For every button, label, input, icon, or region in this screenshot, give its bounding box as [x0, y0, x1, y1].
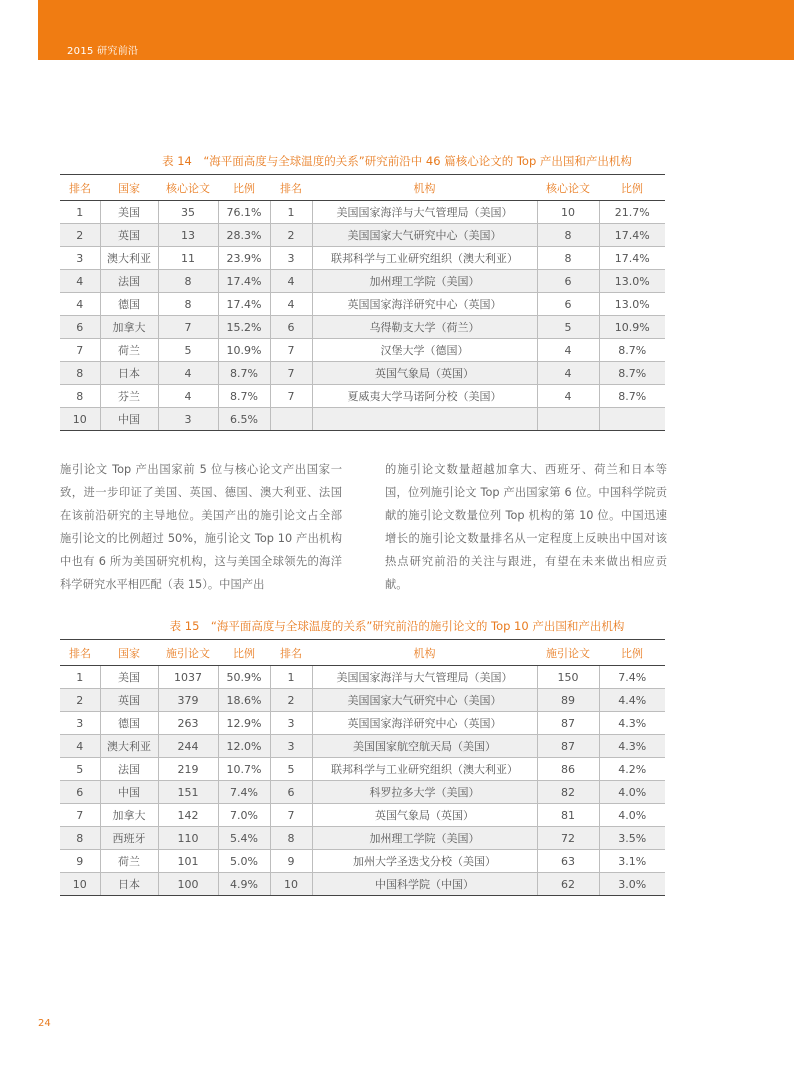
column-header: 国家 — [100, 175, 158, 201]
table-cell: 17.4% — [218, 270, 270, 293]
table-cell: 8.7% — [599, 362, 665, 385]
table-cell — [270, 408, 312, 431]
table-cell: 英国国家海洋研究中心（英国） — [312, 293, 537, 316]
table-cell: 8 — [158, 270, 218, 293]
table-cell: 63 — [537, 850, 599, 873]
column-header: 比例 — [218, 175, 270, 201]
column-header: 国家 — [100, 640, 158, 666]
table-cell: 21.7% — [599, 201, 665, 224]
table-cell: 4 — [537, 339, 599, 362]
table-cell: 1037 — [158, 666, 218, 689]
table-cell: 15.2% — [218, 316, 270, 339]
table-cell: 5 — [158, 339, 218, 362]
table-row — [60, 804, 665, 827]
table-cell: 4.0% — [599, 804, 665, 827]
column-header: 施引论文 — [158, 640, 218, 666]
column-header: 核心论文 — [537, 175, 599, 201]
body-paragraph-left: 施引论文 Top 产出国家前 5 位与核心论文产出国家一致，进一步印证了美国、英国、德国、澳大利亚、法国在该前沿研究的主导地位。美国产出的施引论文占全部施引论文的比例超过 50%，施引论文 Top 10 产出机构中也有 6 所为美国研究机构，这与美国全球领先的海洋科学研究水平相匹配（表 15）。中国产出 — [60, 463, 342, 591]
column-header: 排名 — [270, 175, 312, 201]
table-row — [60, 339, 665, 362]
table-cell: 8.7% — [599, 339, 665, 362]
column-header: 排名 — [60, 640, 100, 666]
table-cell: 科罗拉多大学（美国） — [312, 781, 537, 804]
table-cell: 244 — [158, 735, 218, 758]
column-header: 比例 — [599, 175, 665, 201]
table-row — [60, 735, 665, 758]
body-paragraph-right: 的施引论文数量超越加拿大、西班牙、荷兰和日本等国，位列施引论文 Top 产出国家第 6 位。中国科学院贡献的施引论文数量位列 Top 机构的第 10 位。中国迅速增长的施引论文数量排名从一定程度上反映出中国对该热点研究前沿的关注与跟进，有望在未来做出相应贡献。 — [385, 463, 667, 591]
table-cell: 379 — [158, 689, 218, 712]
table-cell: 英国 — [100, 224, 158, 247]
column-header: 核心论文 — [158, 175, 218, 201]
table-cell: 联邦科学与工业研究组织（澳大利亚） — [312, 758, 537, 781]
table-cell: 87 — [537, 712, 599, 735]
table-cell: 7 — [270, 385, 312, 408]
table-cell: 夏威夷大学马诺阿分校（美国） — [312, 385, 537, 408]
table-cell: 荷兰 — [100, 850, 158, 873]
table-cell: 3.1% — [599, 850, 665, 873]
table-cell: 10.9% — [599, 316, 665, 339]
table-cell: 1 — [270, 201, 312, 224]
table-cell: 13.0% — [599, 293, 665, 316]
table-cell: 3 — [270, 735, 312, 758]
table-cell: 加州大学圣迭戈分校（美国） — [312, 850, 537, 873]
table-cell: 德国 — [100, 712, 158, 735]
table-cell: 美国国家航空航天局（美国） — [312, 735, 537, 758]
table-cell: 8 — [537, 247, 599, 270]
table-cell: 3 — [270, 247, 312, 270]
table-cell: 12.9% — [218, 712, 270, 735]
table-cell: 2 — [270, 689, 312, 712]
table-cell: 4 — [270, 270, 312, 293]
table-cell: 美国国家大气研究中心（美国） — [312, 224, 537, 247]
table-cell: 5 — [60, 758, 100, 781]
table-cell: 17.4% — [599, 247, 665, 270]
column-header: 比例 — [599, 640, 665, 666]
table-row — [60, 758, 665, 781]
table-cell: 澳大利亚 — [100, 247, 158, 270]
table-cell: 法国 — [100, 758, 158, 781]
table-cell: 101 — [158, 850, 218, 873]
table-cell: 德国 — [100, 293, 158, 316]
table-14-header-row — [60, 175, 665, 201]
table-cell: 5 — [270, 758, 312, 781]
table-cell: 4 — [537, 362, 599, 385]
table-cell: 6 — [60, 781, 100, 804]
table-cell: 7.0% — [218, 804, 270, 827]
table-cell: 87 — [537, 735, 599, 758]
table-cell: 4 — [158, 385, 218, 408]
table-cell: 7 — [270, 339, 312, 362]
table-cell: 10 — [60, 873, 100, 896]
table-cell: 4.2% — [599, 758, 665, 781]
table-cell: 中国 — [100, 781, 158, 804]
table-row — [60, 873, 665, 896]
table-14 — [60, 174, 665, 431]
table-cell: 加州理工学院（美国） — [312, 827, 537, 850]
table-cell: 荷兰 — [100, 339, 158, 362]
table-cell: 10 — [537, 201, 599, 224]
table-cell: 8 — [270, 827, 312, 850]
table-cell: 4 — [158, 362, 218, 385]
table-cell: 西班牙 — [100, 827, 158, 850]
table-row — [60, 293, 665, 316]
table-cell: 汉堡大学（德国） — [312, 339, 537, 362]
table-cell: 3 — [60, 247, 100, 270]
table-cell: 142 — [158, 804, 218, 827]
table-cell: 4 — [60, 293, 100, 316]
table-cell: 7 — [270, 804, 312, 827]
table-cell: 4.0% — [599, 781, 665, 804]
table-cell: 6.5% — [218, 408, 270, 431]
table-cell: 英国气象局（英国） — [312, 804, 537, 827]
table-cell: 17.4% — [218, 293, 270, 316]
table-cell: 3.0% — [599, 873, 665, 896]
table-row — [60, 201, 665, 224]
column-header: 机构 — [312, 175, 537, 201]
table-cell: 日本 — [100, 873, 158, 896]
table-row — [60, 712, 665, 735]
table-cell: 3 — [60, 712, 100, 735]
table-row — [60, 850, 665, 873]
table-cell: 7 — [158, 316, 218, 339]
table-cell: 2 — [60, 224, 100, 247]
table-cell: 3 — [270, 712, 312, 735]
table-cell: 8 — [60, 827, 100, 850]
table-cell: 10 — [270, 873, 312, 896]
table-cell: 4 — [60, 270, 100, 293]
table-cell: 9 — [60, 850, 100, 873]
table-cell: 5 — [537, 316, 599, 339]
table-cell: 美国 — [100, 666, 158, 689]
table-cell: 8 — [537, 224, 599, 247]
table-15-header-row — [60, 640, 665, 666]
table-cell: 8.7% — [599, 385, 665, 408]
table-cell: 6 — [60, 316, 100, 339]
table-cell: 法国 — [100, 270, 158, 293]
table-cell: 7 — [60, 339, 100, 362]
table-cell: 3.5% — [599, 827, 665, 850]
table-cell: 6 — [270, 781, 312, 804]
table-row — [60, 827, 665, 850]
table-row — [60, 385, 665, 408]
table-cell — [312, 408, 537, 431]
table-row — [60, 316, 665, 339]
table-cell: 81 — [537, 804, 599, 827]
column-header: 比例 — [218, 640, 270, 666]
table-cell: 7.4% — [218, 781, 270, 804]
table-cell: 澳大利亚 — [100, 735, 158, 758]
table-cell: 11 — [158, 247, 218, 270]
table-cell: 1 — [60, 666, 100, 689]
table-cell — [599, 408, 665, 431]
table-row — [60, 224, 665, 247]
table-cell: 23.9% — [218, 247, 270, 270]
table-cell: 10 — [60, 408, 100, 431]
table-cell: 10.7% — [218, 758, 270, 781]
table-cell: 芬兰 — [100, 385, 158, 408]
table-cell: 美国国家海洋与大气管理局（美国） — [312, 201, 537, 224]
table-cell: 8 — [60, 385, 100, 408]
table-cell: 英国国家海洋研究中心（英国） — [312, 712, 537, 735]
table-cell: 8 — [60, 362, 100, 385]
table-cell: 日本 — [100, 362, 158, 385]
table-cell: 2 — [60, 689, 100, 712]
table-cell: 219 — [158, 758, 218, 781]
table-cell: 6 — [537, 293, 599, 316]
table-cell: 110 — [158, 827, 218, 850]
table-row — [60, 689, 665, 712]
table-row — [60, 247, 665, 270]
table-row — [60, 408, 665, 431]
table-cell: 86 — [537, 758, 599, 781]
table-cell: 7.4% — [599, 666, 665, 689]
table-cell: 150 — [537, 666, 599, 689]
header-bar — [38, 0, 794, 60]
table-cell: 1 — [60, 201, 100, 224]
table-15-caption: 表 15 “海平面高度与全球温度的关系”研究前沿的施引论文的 Top 10 产出国和产出机构 — [169, 619, 625, 633]
table-cell: 6 — [270, 316, 312, 339]
table-cell — [537, 408, 599, 431]
table-cell: 13 — [158, 224, 218, 247]
table-cell: 英国气象局（英国） — [312, 362, 537, 385]
table-cell: 7 — [60, 804, 100, 827]
table-cell: 89 — [537, 689, 599, 712]
column-header: 排名 — [60, 175, 100, 201]
table-row — [60, 781, 665, 804]
table-row — [60, 362, 665, 385]
table-cell: 28.3% — [218, 224, 270, 247]
header-title: 2015 研究前沿 — [67, 46, 139, 57]
table-cell: 263 — [158, 712, 218, 735]
table-cell: 8 — [158, 293, 218, 316]
table-cell: 13.0% — [599, 270, 665, 293]
table-cell: 2 — [270, 224, 312, 247]
column-header: 排名 — [270, 640, 312, 666]
table-cell: 4.3% — [599, 735, 665, 758]
table-cell: 151 — [158, 781, 218, 804]
table-cell: 加州理工学院（美国） — [312, 270, 537, 293]
table-cell: 加拿大 — [100, 316, 158, 339]
table-cell: 4 — [270, 293, 312, 316]
table-cell: 72 — [537, 827, 599, 850]
table-cell: 4 — [60, 735, 100, 758]
table-cell: 6 — [537, 270, 599, 293]
column-header: 施引论文 — [537, 640, 599, 666]
table-row — [60, 270, 665, 293]
table-cell: 中国 — [100, 408, 158, 431]
table-14-caption: 表 14 “海平面高度与全球温度的关系”研究前沿中 46 篇核心论文的 Top 产出国和产出机构 — [162, 154, 632, 168]
table-cell: 10.9% — [218, 339, 270, 362]
table-cell: 乌得勒支大学（荷兰） — [312, 316, 537, 339]
table-cell: 5.0% — [218, 850, 270, 873]
table-cell: 美国国家海洋与大气管理局（美国） — [312, 666, 537, 689]
table-cell: 美国 — [100, 201, 158, 224]
table-cell: 12.0% — [218, 735, 270, 758]
table-cell: 3 — [158, 408, 218, 431]
table-cell: 加拿大 — [100, 804, 158, 827]
table-cell: 76.1% — [218, 201, 270, 224]
table-cell: 联邦科学与工业研究组织（澳大利亚） — [312, 247, 537, 270]
table-cell: 18.6% — [218, 689, 270, 712]
table-cell: 62 — [537, 873, 599, 896]
table-cell: 7 — [270, 362, 312, 385]
table-cell: 中国科学院（中国） — [312, 873, 537, 896]
table-cell: 35 — [158, 201, 218, 224]
table-cell: 17.4% — [599, 224, 665, 247]
table-cell: 4.3% — [599, 712, 665, 735]
table-cell: 50.9% — [218, 666, 270, 689]
table-cell: 美国国家大气研究中心（美国） — [312, 689, 537, 712]
table-cell: 82 — [537, 781, 599, 804]
table-cell: 英国 — [100, 689, 158, 712]
table-cell: 4.9% — [218, 873, 270, 896]
table-cell: 1 — [270, 666, 312, 689]
table-cell: 100 — [158, 873, 218, 896]
table-cell: 8.7% — [218, 362, 270, 385]
table-cell: 8.7% — [218, 385, 270, 408]
table-cell: 4.4% — [599, 689, 665, 712]
table-row — [60, 666, 665, 689]
table-cell: 4 — [537, 385, 599, 408]
table-cell: 5.4% — [218, 827, 270, 850]
table-15 — [60, 639, 665, 896]
page-number: 24 — [38, 1018, 51, 1029]
table-cell: 9 — [270, 850, 312, 873]
column-header: 机构 — [312, 640, 537, 666]
